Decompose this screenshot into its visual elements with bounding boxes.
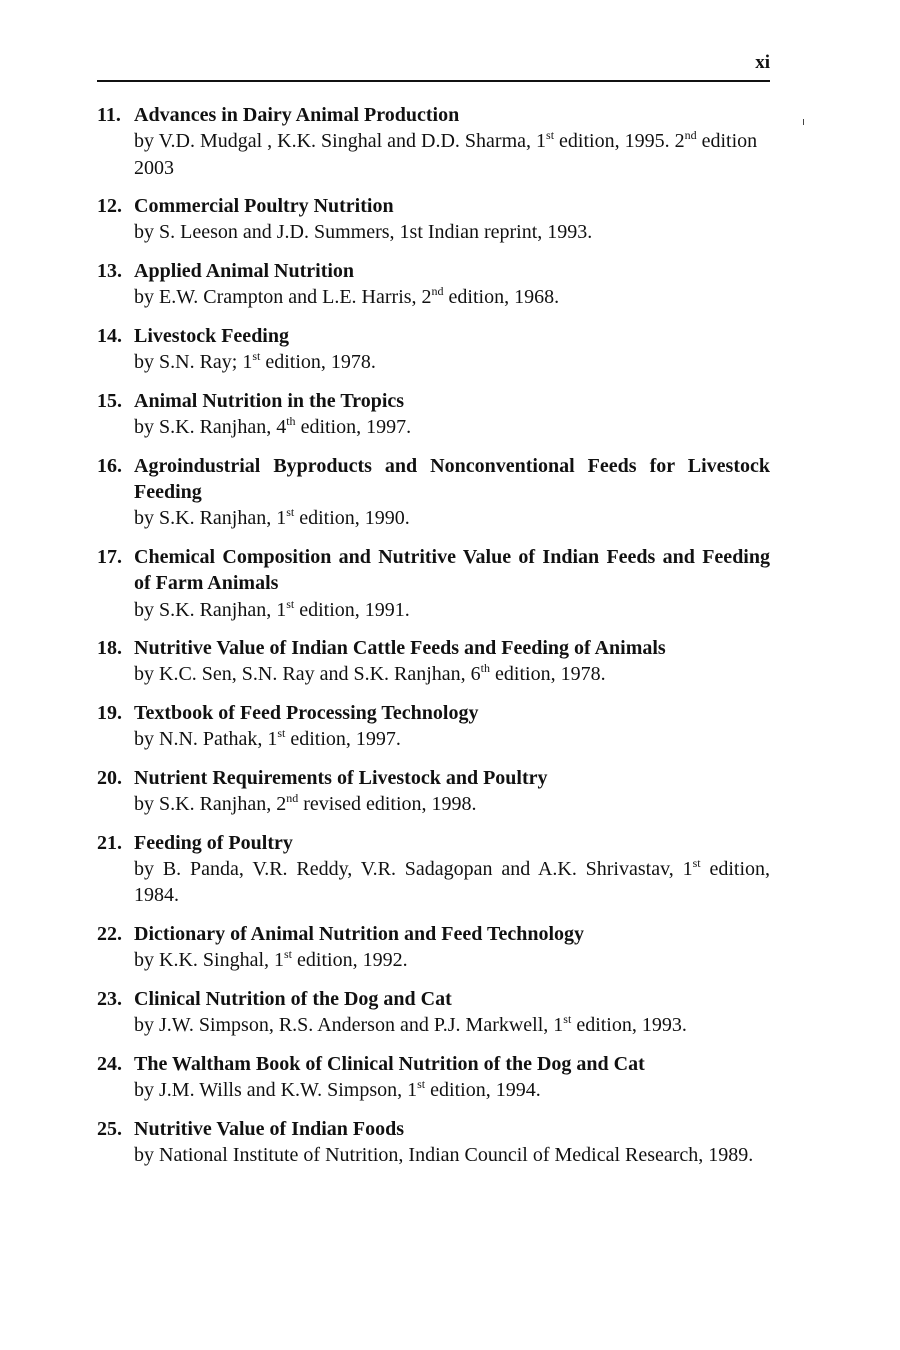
reference-title: Agroindustrial Byproducts and Nonconventional Feeds for Livestock Feeding <box>134 454 770 504</box>
reference-detail-text: by K.K. Singhal, 1 <box>134 949 284 972</box>
reference-details <box>134 1077 770 1103</box>
reference-item <box>97 1051 770 1104</box>
reference-details <box>134 661 770 687</box>
page-number: xi <box>755 52 770 73</box>
reference-title: Dictionary of Animal Nutrition and Feed Technology <box>134 922 585 945</box>
reference-title: Livestock Feeding <box>134 324 289 347</box>
reference-detail-text: by J.W. Simpson, R.S. Anderson and P.J. Markwell, 1 <box>134 1014 564 1037</box>
header-rule <box>97 80 770 82</box>
reference-number: 18. <box>97 637 122 660</box>
reference-number: 11. <box>97 104 121 126</box>
ordinal-suffix: st <box>277 726 286 741</box>
reference-title: Nutrient Requirements of Livestock and Poultry <box>134 766 548 789</box>
reference-detail-text: by K.C. Sen, S.N. Ray and S.K. Ranjhan, 6 <box>134 663 481 686</box>
ordinal-suffix: st <box>417 1077 426 1092</box>
ordinal-suffix: st <box>286 505 295 520</box>
reference-detail-text: edition, 1990. <box>294 507 410 530</box>
reference-title: Nutritive Value of Indian Cattle Feeds and Feeding of Animals <box>134 637 666 660</box>
reference-number: 20. <box>97 766 122 789</box>
reference-number: 12. <box>97 195 122 218</box>
reference-number: 13. <box>97 260 122 283</box>
reference-item <box>97 453 770 532</box>
reference-detail-text: edition, 1978. <box>260 351 376 374</box>
reference-details <box>134 128 770 181</box>
reference-detail-text: by S. Leeson and J.D. Summers, 1st Indian reprint, 1993. <box>134 221 593 244</box>
ordinal-suffix: th <box>286 414 296 429</box>
ordinal-suffix: st <box>284 947 293 962</box>
reference-number: 15. <box>97 389 122 412</box>
reference-detail-text: edition, 1997. <box>295 416 412 439</box>
reference-detail-text: by N.N. Pathak, 1 <box>134 728 278 751</box>
reference-details <box>134 284 770 310</box>
stray-print-mark <box>803 119 804 125</box>
reference-item <box>97 986 770 1039</box>
reference-title: Textbook of Feed Processing Technology <box>134 702 479 725</box>
reference-item <box>97 258 770 311</box>
reference-details <box>134 726 770 752</box>
reference-number: 17. <box>97 545 122 568</box>
reference-detail-text: by S.K. Ranjhan, 4 <box>134 416 287 439</box>
reference-number: 23. <box>97 987 122 1010</box>
reference-detail-text: by S.N. Ray; 1 <box>134 351 253 374</box>
reference-item <box>97 193 770 246</box>
reference-item <box>97 635 770 688</box>
reference-item <box>97 102 770 181</box>
reference-detail-text: by S.K. Ranjhan, 1 <box>134 507 287 530</box>
ordinal-suffix: st <box>546 128 555 143</box>
reference-detail-text: by S.K. Ranjhan, 1 <box>134 598 287 621</box>
reference-number: 22. <box>97 922 122 945</box>
reference-detail-text: edition, 1997. <box>285 728 401 751</box>
reference-item <box>97 544 770 623</box>
reference-details <box>134 349 770 375</box>
reference-item <box>97 765 770 818</box>
reference-details <box>134 505 770 531</box>
reference-detail-text: by B. Panda, V.R. Reddy, V.R. Sadagopan and A.K. Shrivastav, 1 <box>134 858 693 881</box>
reference-details <box>134 947 770 973</box>
reference-item <box>97 388 770 441</box>
reference-detail-text: edition, 1991. <box>294 598 410 621</box>
reference-details <box>134 1012 770 1038</box>
reference-detail-text: revised edition, 1998. <box>298 793 477 816</box>
reference-detail-text: by S.K. Ranjhan, 2 <box>134 793 287 816</box>
reference-detail-text: edition, 1968. <box>443 286 560 309</box>
reference-details <box>134 414 770 440</box>
reference-details <box>134 791 770 817</box>
reference-details <box>134 597 770 623</box>
reference-details <box>134 856 770 909</box>
reference-item <box>97 921 770 974</box>
ordinal-suffix: st <box>563 1012 572 1027</box>
reference-detail-text: by J.M. Wills and K.W. Simpson, 1 <box>134 1079 418 1102</box>
reference-number: 19. <box>97 702 122 725</box>
reference-details <box>134 1142 770 1168</box>
reference-title: The Waltham Book of Clinical Nutrition of the Dog and Cat <box>134 1052 645 1075</box>
reference-title: Nutritive Value of Indian Foods <box>134 1117 405 1140</box>
reference-title: Clinical Nutrition of the Dog and Cat <box>134 987 452 1010</box>
reference-title: Advances in Dairy Animal Production <box>134 104 460 126</box>
reference-detail-text: edition, 1978. <box>490 663 606 686</box>
reference-number: 16. <box>97 454 122 477</box>
reference-detail-text: edition, 1984. <box>134 858 771 907</box>
reference-detail-text: edition, 1993. <box>571 1014 687 1037</box>
reference-item <box>97 323 770 376</box>
reference-number: 24. <box>97 1052 122 1075</box>
reference-detail-text: edition, 1994. <box>425 1079 541 1102</box>
reference-detail-text: by E.W. Crampton and L.E. Harris, 2 <box>134 286 432 309</box>
reference-detail-text: by National Institute of Nutrition, Indian Council of Medical Research, 1989. <box>134 1143 754 1166</box>
ordinal-suffix: nd <box>684 128 697 143</box>
reference-title: Feeding of Poultry <box>134 831 293 854</box>
reference-title: Commercial Poultry Nutrition <box>134 195 394 218</box>
reference-detail-text: edition, 1992. <box>292 949 408 972</box>
reference-title: Applied Animal Nutrition <box>134 260 355 283</box>
reference-detail-text: edition, 1995. 2 <box>554 130 685 153</box>
ordinal-suffix: st <box>252 349 261 364</box>
reference-number: 21. <box>97 831 122 854</box>
reference-item <box>97 1116 770 1169</box>
reference-title: Chemical Composition and Nutritive Value of Indian Feeds and Feeding of Farm Animals <box>134 545 770 595</box>
reference-number: 25. <box>97 1117 122 1140</box>
reference-number: 14. <box>97 324 122 347</box>
reference-item <box>97 830 770 909</box>
reference-item <box>97 700 770 753</box>
ordinal-suffix: nd <box>431 284 444 299</box>
reference-title: Animal Nutrition in the Tropics <box>134 389 405 412</box>
reference-detail-text: by V.D. Mudgal , K.K. Singhal and D.D. Sharma, 1 <box>134 130 547 153</box>
ordinal-suffix: th <box>480 661 491 676</box>
ordinal-suffix: nd <box>286 791 299 806</box>
ordinal-suffix: st <box>286 596 295 611</box>
reference-detail-text: edition 2003 <box>134 130 758 179</box>
ordinal-suffix: st <box>692 856 701 871</box>
reference-details <box>134 219 770 245</box>
reference-list <box>97 102 770 1181</box>
